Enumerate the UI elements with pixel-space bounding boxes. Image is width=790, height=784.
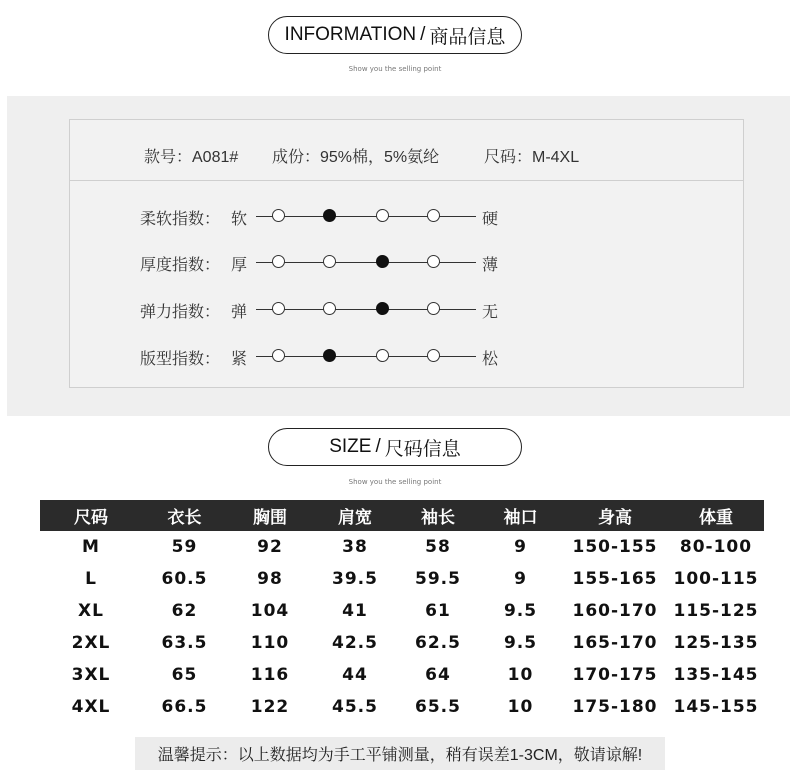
size-table-cell: 104 bbox=[250, 601, 290, 621]
size-table-row bbox=[40, 691, 764, 723]
size-table-cell: 9 bbox=[514, 569, 527, 589]
index-dot bbox=[272, 302, 285, 315]
size-table-cell: 66.5 bbox=[161, 697, 208, 717]
size-table-header bbox=[40, 500, 764, 531]
size-range: 尺码：M-4XL bbox=[484, 149, 580, 166]
index-row bbox=[70, 250, 743, 274]
index-row bbox=[70, 344, 743, 368]
size-table-cell: 9.5 bbox=[503, 633, 538, 653]
size-table-cell: 59 bbox=[171, 537, 198, 557]
size-table-cell: 80-100 bbox=[679, 537, 753, 557]
size-table-cell: 122 bbox=[250, 697, 290, 717]
index-label: 柔软指数： bbox=[140, 211, 221, 228]
index-scale-line bbox=[256, 356, 476, 357]
index-right-label: 硬 bbox=[482, 211, 499, 228]
size-table-cell: 58 bbox=[425, 537, 451, 557]
size-table-cell: 9 bbox=[514, 537, 527, 557]
size-table-cell: 160-170 bbox=[572, 601, 658, 621]
size-table-cell: M bbox=[82, 537, 100, 557]
size-table-cell: 41 bbox=[342, 601, 368, 621]
card-divider bbox=[70, 180, 743, 181]
index-row bbox=[70, 204, 743, 228]
size-table-cell: 110 bbox=[250, 633, 290, 653]
size-table-cell: 65.5 bbox=[415, 697, 461, 717]
size-table-cell: 98 bbox=[257, 569, 283, 589]
index-dot-selected bbox=[376, 255, 389, 268]
product-info-card bbox=[69, 119, 744, 388]
index-label: 厚度指数： bbox=[140, 257, 221, 274]
information-subtitle: Show you the selling point bbox=[348, 65, 442, 73]
size-table-cell: 44 bbox=[342, 665, 368, 685]
size-title-en: SIZE bbox=[329, 436, 372, 457]
index-dot bbox=[427, 255, 440, 268]
material-composition: 成份：95%棉，5%氨纶 bbox=[272, 149, 440, 166]
style-number: 款号：A081# bbox=[144, 149, 239, 166]
size-table-cell: 45.5 bbox=[332, 697, 378, 717]
size-table-row bbox=[40, 595, 764, 627]
size-table-row bbox=[40, 659, 764, 691]
index-dot bbox=[427, 302, 440, 315]
size-table-cell: 115-125 bbox=[673, 601, 759, 621]
size-table-cell: 60.5 bbox=[161, 569, 208, 589]
size-table-cell: 10 bbox=[507, 697, 534, 717]
index-right-label: 薄 bbox=[482, 257, 499, 274]
index-dot bbox=[427, 349, 440, 362]
index-dot bbox=[376, 209, 389, 222]
index-dot bbox=[272, 349, 285, 362]
size-table-cell: 92 bbox=[257, 537, 283, 557]
index-left-label: 弹 bbox=[231, 304, 248, 321]
size-title-separator: / bbox=[375, 436, 381, 457]
size-table-cell: 64 bbox=[425, 665, 451, 685]
size-table-cell: 175-180 bbox=[572, 697, 658, 717]
size-table-column-header: 袖口 bbox=[479, 500, 562, 531]
size-table-cell: 9.5 bbox=[503, 601, 538, 621]
size-table-cell: XL bbox=[78, 601, 104, 621]
information-title-separator: / bbox=[420, 24, 426, 45]
size-table-cell: 145-155 bbox=[673, 697, 759, 717]
information-title-en: INFORMATION bbox=[284, 24, 417, 45]
size-table-cell: 135-145 bbox=[673, 665, 759, 685]
size-table-column-header: 胸围 bbox=[227, 500, 313, 531]
index-dot bbox=[376, 349, 389, 362]
size-table-cell: 61 bbox=[425, 601, 451, 621]
size-table-column-header: 袖长 bbox=[397, 500, 479, 531]
size-table-cell: 155-165 bbox=[572, 569, 658, 589]
size-table-column-header: 衣长 bbox=[142, 500, 227, 531]
size-table-row bbox=[40, 531, 764, 563]
size-table-body bbox=[40, 531, 764, 723]
size-table-cell: 42.5 bbox=[332, 633, 378, 653]
size-table-cell: 62.5 bbox=[415, 633, 461, 653]
size-table-cell: 100-115 bbox=[673, 569, 759, 589]
index-dot bbox=[272, 255, 285, 268]
index-label: 弹力指数： bbox=[140, 304, 221, 321]
size-table-cell: 39.5 bbox=[332, 569, 378, 589]
size-table-cell: 59.5 bbox=[415, 569, 461, 589]
size-table-cell: 63.5 bbox=[161, 633, 208, 653]
index-dot bbox=[323, 255, 336, 268]
size-table-column-header: 尺码 bbox=[40, 500, 142, 531]
size-table-cell: 62 bbox=[171, 601, 198, 621]
index-right-label: 无 bbox=[482, 304, 499, 321]
information-title-pill bbox=[268, 16, 522, 54]
index-label: 版型指数： bbox=[140, 351, 221, 368]
index-scale-line bbox=[256, 262, 476, 263]
size-table-row bbox=[40, 627, 764, 659]
size-table-cell: 65 bbox=[171, 665, 198, 685]
index-right-label: 松 bbox=[482, 351, 499, 368]
index-dot bbox=[272, 209, 285, 222]
size-table-cell: 125-135 bbox=[673, 633, 759, 653]
size-table bbox=[40, 500, 764, 723]
size-subtitle: Show you the selling point bbox=[348, 478, 442, 486]
size-table-cell: 170-175 bbox=[572, 665, 658, 685]
size-table-column-header: 肩宽 bbox=[313, 500, 397, 531]
index-scale-line bbox=[256, 309, 476, 310]
size-table-cell: L bbox=[85, 569, 97, 589]
size-table-cell: 165-170 bbox=[572, 633, 658, 653]
measurement-note: 温馨提示：以上数据均为手工平铺测量，稍有误差1-3CM，敬请谅解! bbox=[135, 737, 665, 770]
size-table-row bbox=[40, 563, 764, 595]
information-title-cn: 商品信息 bbox=[429, 26, 506, 48]
size-table-cell: 38 bbox=[342, 537, 368, 557]
size-table-cell: 2XL bbox=[71, 633, 111, 653]
index-left-label: 紧 bbox=[231, 351, 248, 368]
index-dot bbox=[427, 209, 440, 222]
size-title-cn: 尺码信息 bbox=[384, 438, 461, 460]
index-left-label: 厚 bbox=[231, 257, 248, 274]
size-table-cell: 150-155 bbox=[572, 537, 658, 557]
index-row bbox=[70, 297, 743, 321]
index-dot bbox=[323, 302, 336, 315]
size-table-cell: 10 bbox=[507, 665, 534, 685]
index-scale-line bbox=[256, 216, 476, 217]
size-title-pill bbox=[268, 428, 522, 466]
index-dot-selected bbox=[323, 209, 336, 222]
index-dot-selected bbox=[376, 302, 389, 315]
size-table-column-header: 身高 bbox=[562, 500, 668, 531]
size-table-cell: 3XL bbox=[71, 665, 111, 685]
size-table-cell: 4XL bbox=[71, 697, 111, 717]
size-table-column-header: 体重 bbox=[668, 500, 764, 531]
size-table-cell: 116 bbox=[250, 665, 290, 685]
index-dot-selected bbox=[323, 349, 336, 362]
index-left-label: 软 bbox=[231, 211, 248, 228]
